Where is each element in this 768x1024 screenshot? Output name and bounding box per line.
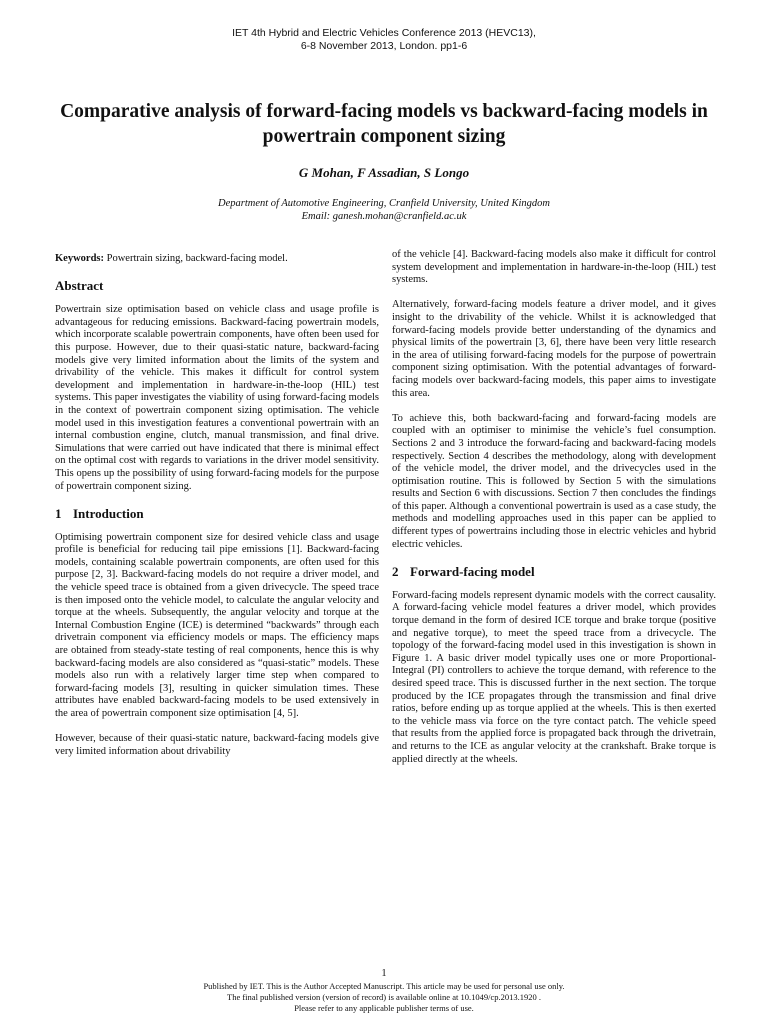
conference-line-1: IET 4th Hybrid and Electric Vehicles Conference 2013 (HEVC13),: [232, 27, 536, 39]
section-number: 2: [392, 563, 399, 579]
intro-paragraph-2: However, because of their quasi-static nature, backward-facing models give very limited information about drivability: [55, 733, 379, 757]
left-column: [55, 253, 379, 771]
conference-line-2: 6-8 November 2013, London. pp1-6: [300, 40, 468, 52]
intro-paragraph-1: Optimising powertrain component size for desired vehicle class and usage profile is beneficial for reducing tail pipe emissions [1]. Backward-facing models, containing scalable powertrain components, are often used for this purpose [2, 3]. Backward-facing models do not require a driver model, and the vehicle speed trace is obtained from a given drivecycle. The speed trace is then imposed onto the vehicle model, to calculate the angular velocity and torque at the wheels. Subsequently, the angular velocity and torque at the Internal Combustion Engine (ICE) is determined “backwards” through each drivetrain component via efficiency models or maps. The efficiency maps are obtained from steady-state testing of real components, hence this is why backward-facing models are also considered as “quasi-static” models. These models also run with a relatively larger time step when compared to forward-facing models [3], resulting in quicker simulation times. These attributes have enabled backward-facing models to be used extensively in the area of powertrain component size optimisation [4, 5].: [55, 531, 379, 719]
section-title: Forward-facing model: [410, 563, 535, 579]
affiliation: Department of Automotive Engineering, Cranfield University, United Kingdom: [218, 198, 550, 209]
section-number: 1: [55, 505, 62, 521]
intro-paragraph-4: To achieve this, both backward-facing and forward-facing models are coupled with an optimiser to minimise the vehicle’s fuel consumption. Sections 2 and 3 introduce the forward-facing and backward-facing models respectively. Section 4 describes the methodology, along with development of the vehicle model, the driver model, and the drivecycles used in the optimisation routine. This is followed by Section 5 with the simulations results and Section 6 with discussions. Section 7 then concludes the findings of this paper. Although a conventional powertrain is used as a case study, the methods and modelling approaches used in this paper can be applied to different types of powertrains including those in electric vehicles and hybrid electric vehicles.: [392, 412, 716, 550]
keywords-text: Powertrain sizing, backward-facing model.: [104, 253, 288, 264]
intro-paragraph-3: Alternatively, forward-facing models feature a driver model, and it gives insight to the drivability of the vehicle. Whilst it is acknowledged that forward-facing models provide better understanding of the dynamics and physical limits of the powertrain [3, 6], there have been very little research in the area of utilising forward-facing models for the purpose of powertrain component sizing optimisation. With the potential advantages of forward-facing models over backward-facing models, this paper aims to investigate this area.: [392, 299, 716, 399]
forward-facing-paragraph-1: Forward-facing models represent dynamic models with the correct causality. A forward-facing vehicle model features a driver model, which provides torque demand in the form of desired ICE torque and brake torque (positive and negative torque), to meet the speed trace from a drivecycle. The topology of the forward-facing model used in this investigation is shown in Figure 1. A basic driver model typically uses one or more Proportional-Integral (PI) controllers to achieve the torque demand, with reference to the desired speed trace. This is discussed further in the next section. The torque produced by the ICE propagates through the transmission and final drive ratios, before ending up as torque applied at the wheels. This is then exerted to the vehicle mass via force on the tyre contact patch. The vehicle speed that results from the applied force is propagated back through the drivetrain, and returns to the ICE as angular velocity at the crankshaft. Brake torque is applied directly at the wheels.: [392, 589, 716, 765]
introduction-heading: [55, 506, 379, 522]
forward-facing-heading: [392, 564, 716, 580]
intro-paragraph-2-continued: of the vehicle [4]. Backward-facing models also make it difficult for control system development and implementation in hardware-in-the-loop (HIL) test systems.: [392, 249, 716, 286]
footer-line-2: The final published version (version of record) is available online at 10.1049/cp.2013.1920 .: [227, 992, 541, 1002]
page-footer: [0, 968, 768, 1014]
abstract-text: Powertrain size optimisation based on vehicle class and usage profile is advantageous for reducing emissions. Backward-facing powertrain models, which incorporate scalable powertrain components, have often been used for this purpose. However, due to their quasi-static nature, backward-facing models give very limited information about the limits of the system and drivability of the vehicle. This makes it difficult for control system development and implementation in hardware-in-the-loop (HIL) test systems. This paper investigates the viability of using forward-facing models in the context of powertrain component sizing optimisation. The vehicle model used in this investigation features a conventional powertrain with an internal combustion engine, clutch, manual transmission, and final drive. Simulations that were carried out have indicated that there is minimal effect on the optimal cost with regards to variations in the driver model sensitivity. This opens up the possibility of using forward-facing models for the purpose of powertrain component sizing.: [55, 304, 379, 492]
footer-line-3: Please refer to any applicable publisher terms of use.: [294, 1003, 474, 1013]
conference-header: [0, 27, 768, 53]
paper-authors: G Mohan, F Assadian, S Longo: [298, 165, 470, 180]
author-email: Email: ganesh.mohan@cranfield.ac.uk: [301, 211, 467, 222]
abstract-heading: Abstract: [55, 278, 104, 294]
footer-line-1: Published by IET. This is the Author Accepted Manuscript. This article may be used for personal use only.: [203, 981, 565, 991]
paper-title: Comparative analysis of forward-facing models vs backward-facing models in powertrain component sizing: [60, 101, 708, 147]
section-title: Introduction: [73, 505, 144, 521]
keywords: [55, 253, 379, 266]
affiliation-block: [0, 197, 768, 223]
page-number: 1: [381, 968, 387, 979]
keywords-label: Keywords:: [55, 253, 104, 264]
right-column: [392, 249, 716, 779]
